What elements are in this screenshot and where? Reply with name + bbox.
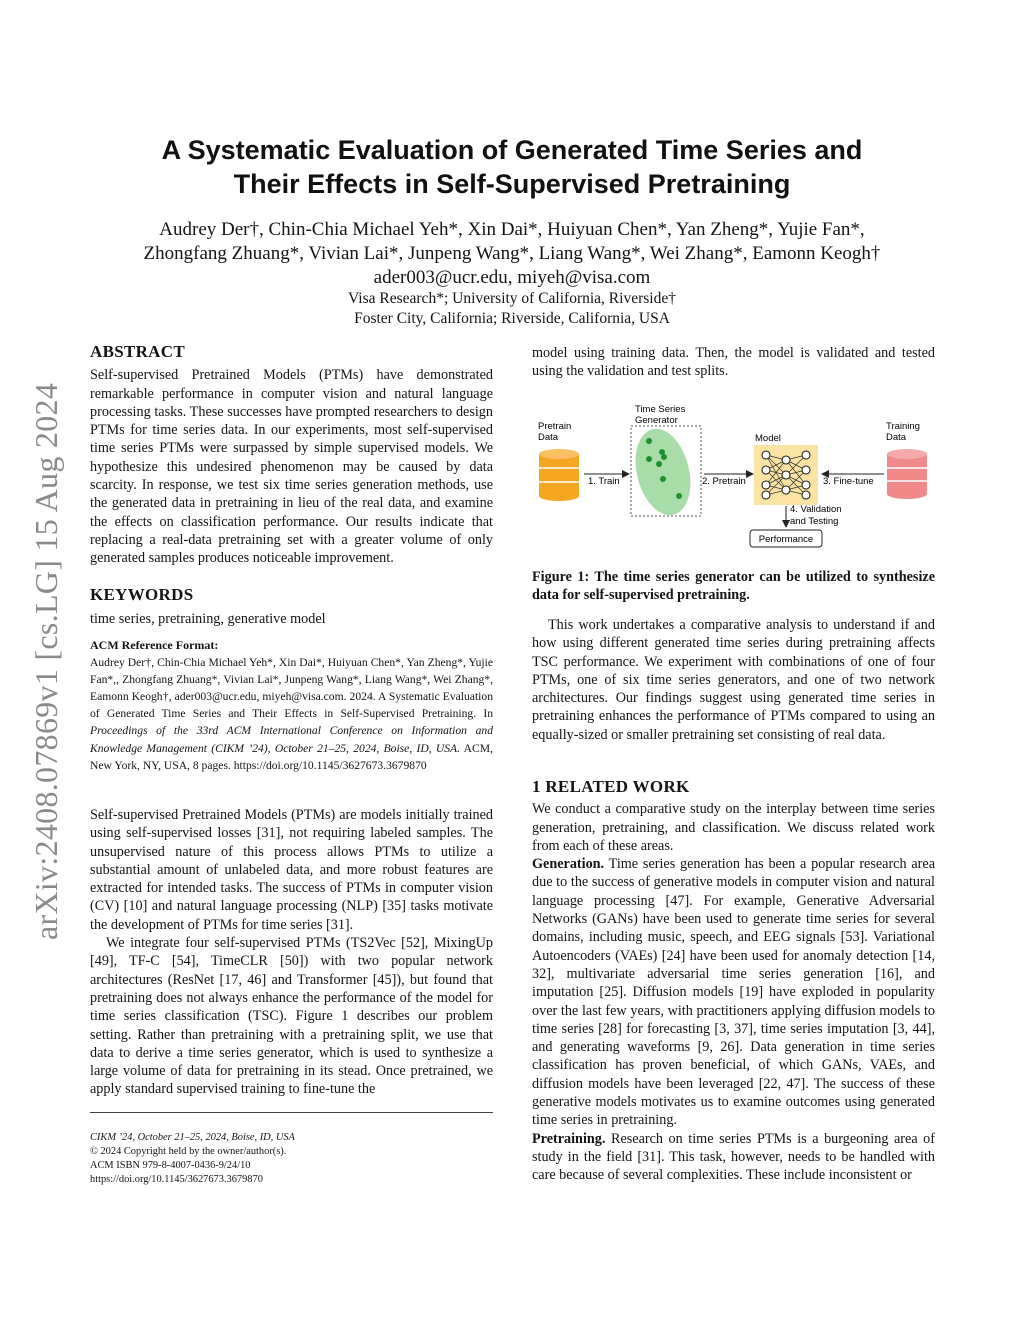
step-4-label: 4. Validation: [790, 504, 842, 515]
figure-1-diagram: [532, 398, 935, 556]
arxiv-identifier: arXiv:2408.07869v1 [cs.LG] 15 Aug 2024: [28, 382, 64, 940]
abstract-heading: ABSTRACT: [90, 342, 185, 361]
model-label: Model: [755, 433, 781, 444]
footnote-doi[interactable]: https://doi.org/10.1145/3627673.3679870: [90, 1174, 263, 1185]
introduction-section: [90, 806, 493, 1099]
pretraining-label: Pretraining.: [532, 1130, 606, 1147]
related-work-intro: We conduct a comparative study on the interplay between time series generation, pretraining, and classification. We discuss related work from each of these areas.: [532, 801, 935, 854]
right-body-section: [532, 616, 935, 744]
footnote-copyright: © 2024 Copyright held by the owner/author(s).: [90, 1146, 287, 1157]
training-data-database-icon: [887, 449, 927, 499]
keywords-heading: KEYWORDS: [90, 585, 194, 604]
related-work-heading: 1 RELATED WORK: [532, 777, 690, 796]
pretrain-data-label: Pretrain: [538, 421, 572, 432]
generator-distribution-icon: [627, 423, 699, 521]
affiliation-location: Foster City, California; Riverside, California, USA: [354, 310, 670, 327]
authors-line-2: Zhongfang Zhuang*, Vivian Lai*, Junpeng Wang*, Liang Wang*, Wei Zhang*, Eamonn Keogh†: [143, 243, 881, 264]
title-line-1: A Systematic Evaluation of Generated Time Series and: [161, 135, 863, 165]
acm-reference-heading: ACM Reference Format:: [90, 638, 219, 652]
acm-ref-doi[interactable]: ACM, New York, NY, USA, 8 pages. https://doi.org/10.1145/3627673.3679870: [90, 741, 493, 772]
step-3-label: 3. Fine-tune: [823, 476, 874, 487]
title-line-2: Their Effects in Self-Supervised Pretraining: [233, 169, 791, 199]
intro-paragraph-2: We integrate four self-supervised PTMs (TS2Vec [52], MixingUp [49], TF-C [54], TimeCLR [50]) with two popular network architectures (ResNet [17, 46] and Transformer [45]), but found that pretraining does not always enhance the performance of the model for time series classification (TSC). Figure 1 describes our problem setting. Rather than pretraining with a pretraining split, we use that data to derive a time series generator, which is used to synthesize a large volume of data for pretraining in its stead. Once pretrained, we apply standard supervised training to fine-tune the: [90, 935, 493, 1098]
generator-label-2: Generator: [635, 415, 678, 426]
footnote-conference: CIKM ’24, October 21–25, 2024, Boise, ID, USA: [90, 1132, 295, 1143]
keywords-section: [90, 586, 493, 629]
right-paragraph-1: This work undertakes a comparative analysis to understand if and how using different generated time series during pretraining affects TSC performance. We experiment with combinations of one of four PTMs, one of six time series generators, and one of two network architectures. Our findings suggest using generated time series in pretraining enhances the performance of PTMs compared to using an equally-sized or smaller pretraining set consisting of real data.: [532, 617, 935, 743]
pretrain-data-database-icon: [539, 449, 579, 501]
author-block: [100, 218, 924, 290]
training-data-label: Training: [886, 421, 920, 432]
pretraining-paragraph: [532, 1130, 935, 1185]
pretraining-text: Research on time series PTMs is a burgeoning area of study in the field [31]. This task, however, needs to be handled with care because of several complexities. These include inconsistent or: [532, 1130, 935, 1184]
intro-paragraph-1: Self-supervised Pretrained Models (PTMs) are models initially trained using self-supervised losses [31], not requiring labeled samples. The unsupervised nature of this process allows PTMs to utilize a substantial amount of unlabeled data, and more robust features are extracted for intended tasks. The success of PTMs in computer vision (CV) [10] and natural language processing (NLP) [35] tasks motivate the development of PTMs for time series [31].: [90, 807, 493, 933]
keywords-text: time series, pretraining, generative model: [90, 611, 326, 628]
training-data-label-2: Data: [886, 432, 907, 443]
acm-ref-citation: Audrey Der†, Chin-Chia Michael Yeh*, Xin Dai*, Huiyuan Chen*, Yan Zheng*, Yujie Fan*,, Zhongfang Zhuang*, Vivian Lai*, Junpeng Wang*, Liang Wang*, Wei Zhang*, Eamonn Keogh†, ader003@ucr.edu, miyeh@visa.com. 2024. A Systematic Evaluation of Generated Time Series and Their Effects in Self-Supervised Pretraining. In: [90, 656, 493, 721]
affiliation: Visa Research*; University of California, Riverside†: [348, 290, 676, 307]
acm-reference-section: [90, 637, 493, 774]
step-1-label: 1. Train: [588, 476, 620, 487]
generation-paragraph: [532, 855, 935, 1129]
performance-label: Performance: [758, 534, 814, 545]
footnote-rule: [90, 1112, 493, 1113]
authors-line-1: Audrey Der†, Chin-Chia Michael Yeh*, Xin Dai*, Huiyuan Chen*, Yan Zheng*, Yujie Fan*,: [159, 219, 865, 240]
abstract-text: Self-supervised Pretrained Models (PTMs) have demonstrated remarkable performance in computer vision and natural language processing tasks. These successes have prompted researchers to design PTMs for time series data. In our experiments, most self-supervised time series PTMs were surpassed by simple supervised models. We hypothesize this undesired phenomenon may be caused by data scarcity. In response, we test six time series generation methods, use the generated data in pretraining in lieu of the real data, and examine the effects on classification performance. Our results indicate that replacing a real-data pretraining set with a greater volume of only generated samples produces noticeable improvement.: [90, 367, 493, 567]
figure-1-caption: Figure 1: The time series generator can be utilized to synthesize data for self-supervised pretraining.: [532, 569, 935, 604]
generation-label: Generation.: [532, 856, 605, 873]
right-paragraph-0: model using training data. Then, the model is validated and tested using the validation and test splits.: [532, 345, 935, 380]
step-2-label: 2. Pretrain: [702, 476, 746, 487]
acm-reference-text: [90, 654, 493, 774]
affiliation-block: [100, 289, 924, 329]
figure-1-caption-block: [532, 568, 935, 605]
paper-title: [100, 133, 924, 201]
acm-ref-venue: Proceedings of the 33rd ACM International Conference on Information and Knowledge Management (CIKM ’24), October 21–25, 2024, Boise, ID, USA.: [90, 724, 493, 755]
generator-label: Time Series: [635, 404, 686, 415]
author-emails: ader003@ucr.edu, miyeh@visa.com: [373, 267, 651, 288]
right-intro-continuation: [532, 344, 935, 381]
footnote-block: [90, 1131, 493, 1187]
pretrain-data-label-2: Data: [538, 432, 559, 443]
footnote-isbn: ACM ISBN 979-8-4007-0436-9/24/10: [90, 1160, 251, 1171]
generation-text: Time series generation has been a popular research area due to the success of generative models in computer vision and natural language processing [47]. For example, Generative Adversarial Networks (GANs) have been used to generate time series for several domains, including music, speech, and EEG signals [53]. Variational Autoencoders (VAEs) [24] have been used for anomaly detection [14, 32], multivariate adversarial time series generation [16], and imputation [25]. Diffusion models [19] have exploded in popularity over the last few years, with practitioners applying diffusion models to time series [28] for forecasting [3, 37], time series imputation [3, 44], and generating waveforms [9, 26]. Data generation in time series classification has proven beneficial, of which GANs, VAEs, and diffusion models have been leveraged [22, 47]. The success of these generative models motivates us to examine outcomes using generated time series in pretraining.: [532, 856, 935, 1129]
related-work-section: [532, 778, 935, 1185]
step-4-label-2: and Testing: [790, 516, 839, 527]
abstract-section: [90, 343, 493, 568]
